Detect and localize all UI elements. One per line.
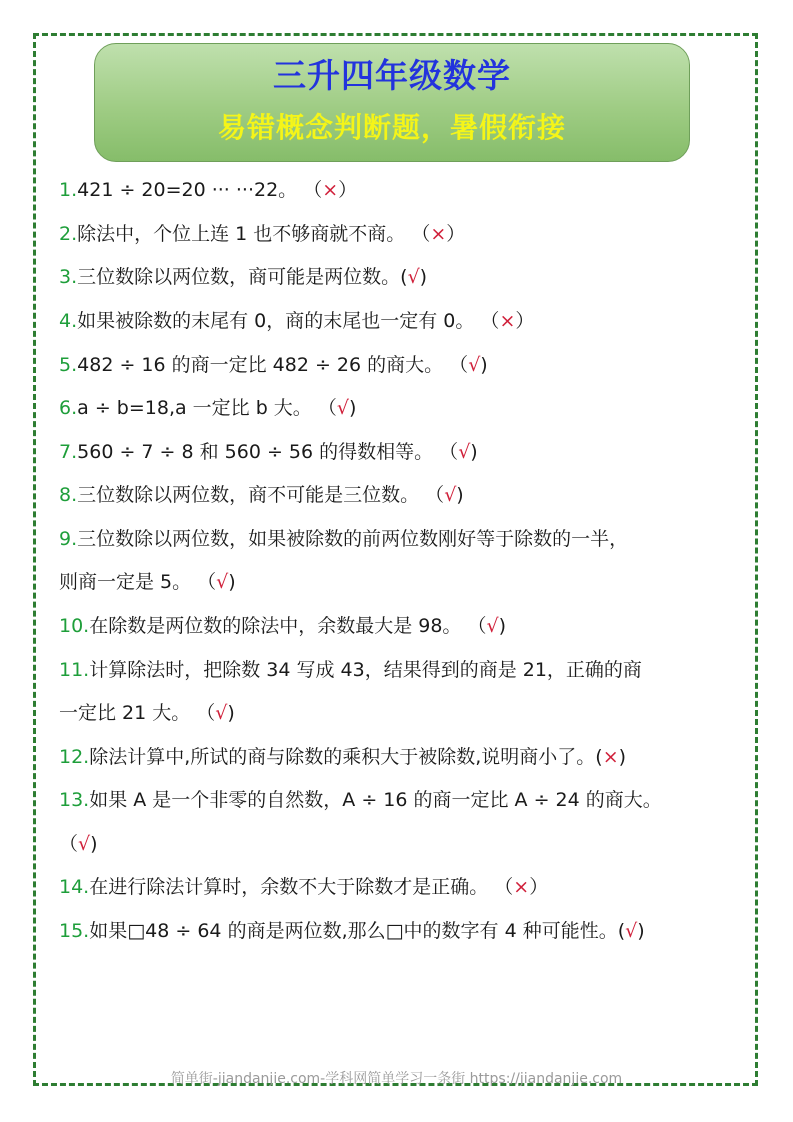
question-text: 560 ÷ 7 ÷ 8 和 560 ÷ 56 的得数相等。 （ — [77, 441, 459, 463]
question-1 — [59, 175, 357, 205]
page-subtitle: 易错概念判断题，暑假衔接 — [217, 111, 566, 144]
answer-mark: √ — [468, 354, 481, 376]
question-text: a ÷ b=18,a 一定比 b 大。 （ — [77, 397, 337, 419]
question-number: 5. — [59, 354, 78, 376]
question-text: 三位数除以两位数，商不可能是三位数。 （ — [77, 484, 445, 506]
question-text-continued: （ — [59, 833, 79, 855]
question-text: 如果□48 ÷ 64 的商是两位数,那么□中的数字有 4 种可能性。( — [89, 920, 626, 942]
question-number: 1. — [59, 179, 78, 201]
question-11-continued — [59, 698, 235, 728]
question-10 — [59, 611, 506, 641]
close-paren: ) — [228, 571, 236, 593]
question-7 — [59, 437, 478, 467]
question-12 — [59, 742, 626, 772]
question-number: 9. — [59, 528, 78, 550]
question-14 — [59, 872, 548, 902]
answer-mark: √ — [444, 484, 457, 506]
close-paren: ) — [227, 702, 235, 724]
close-paren: ) — [419, 266, 428, 288]
question-3 — [59, 262, 427, 292]
question-text-continued: 一定比 21 大。 （ — [59, 702, 216, 724]
close-paren: ) — [470, 441, 478, 463]
question-text-continued: 则商一定是 5。 （ — [59, 571, 217, 593]
answer-mark: √ — [458, 441, 471, 463]
question-number: 13. — [59, 789, 90, 811]
close-paren: ) — [90, 833, 98, 855]
question-text: 如果被除数的末尾有 0，商的末尾也一定有 0。 （ — [77, 310, 500, 332]
question-number: 8. — [59, 484, 78, 506]
question-text: 除法计算中,所试的商与除数的乘积大于被除数,说明商小了。( — [89, 746, 603, 768]
answer-mark: √ — [407, 266, 420, 288]
question-number: 10. — [59, 615, 90, 637]
question-6 — [59, 393, 356, 423]
question-5 — [59, 350, 488, 380]
answer-mark: × — [322, 179, 339, 201]
close-paren: ) — [498, 615, 507, 637]
question-number: 2. — [59, 223, 78, 245]
question-number: 6. — [59, 397, 78, 419]
question-number: 7. — [59, 441, 78, 463]
close-paren: ) — [348, 397, 357, 419]
question-9-continued — [59, 567, 236, 597]
close-paren: ） — [446, 223, 466, 245]
answer-mark: × — [499, 310, 516, 332]
close-paren: ) — [618, 746, 627, 768]
question-text: 在除数是两位数的除法中，余数最大是 98。 （ — [89, 615, 487, 637]
question-number: 11. — [59, 659, 90, 681]
close-paren: ） — [529, 876, 549, 898]
answer-mark: √ — [625, 920, 638, 942]
question-number: 4. — [59, 310, 78, 332]
answer-mark: √ — [78, 833, 91, 855]
answer-mark: √ — [215, 702, 228, 724]
question-number: 15. — [59, 920, 90, 942]
page-title: 三升四年级数学 — [273, 56, 511, 95]
title-banner — [94, 43, 690, 162]
question-text: 421 ÷ 20=20 ··· ···22。 （ — [77, 179, 323, 201]
question-15 — [59, 916, 645, 946]
question-text: 在进行除法计算时，余数不大于除数才是正确。 （ — [89, 876, 514, 898]
answer-mark: √ — [486, 615, 499, 637]
question-text: 计算除法时，把除数 34 写成 43，结果得到的商是 21，正确的商 — [89, 659, 642, 681]
close-paren: ） — [515, 310, 535, 332]
close-paren: ) — [456, 484, 464, 506]
question-13-continued — [59, 829, 98, 859]
question-13 — [59, 785, 662, 815]
question-text: 除法中，个位上连 1 也不够商就不商。 （ — [77, 223, 431, 245]
close-paren: ） — [338, 179, 358, 201]
question-number: 12. — [59, 746, 90, 768]
question-2 — [59, 219, 465, 249]
close-paren: ) — [480, 354, 488, 376]
question-text: 如果 A 是一个非零的自然数，A ÷ 16 的商一定比 A ÷ 24 的商大。 — [89, 789, 662, 811]
question-9 — [59, 524, 628, 554]
question-number: 3. — [59, 266, 78, 288]
question-text: 三位数除以两位数，商可能是两位数。( — [77, 266, 408, 288]
question-4 — [59, 306, 534, 336]
answer-mark: √ — [336, 397, 349, 419]
question-8 — [59, 480, 464, 510]
answer-mark: × — [513, 876, 530, 898]
footer-watermark: 简单街-jiandanjie.com-学科网简单学习一条街 https://jiandanjie.com — [170, 1071, 623, 1087]
answer-mark: × — [602, 746, 619, 768]
question-text: 482 ÷ 16 的商一定比 482 ÷ 26 的商大。 （ — [77, 354, 469, 376]
answer-mark: × — [430, 223, 447, 245]
question-text: 三位数除以两位数，如果被除数的前两位数刚好等于除数的一半， — [77, 528, 629, 550]
close-paren: ) — [637, 920, 645, 942]
question-11 — [59, 655, 642, 685]
question-number: 14. — [59, 876, 90, 898]
answer-mark: √ — [216, 571, 229, 593]
